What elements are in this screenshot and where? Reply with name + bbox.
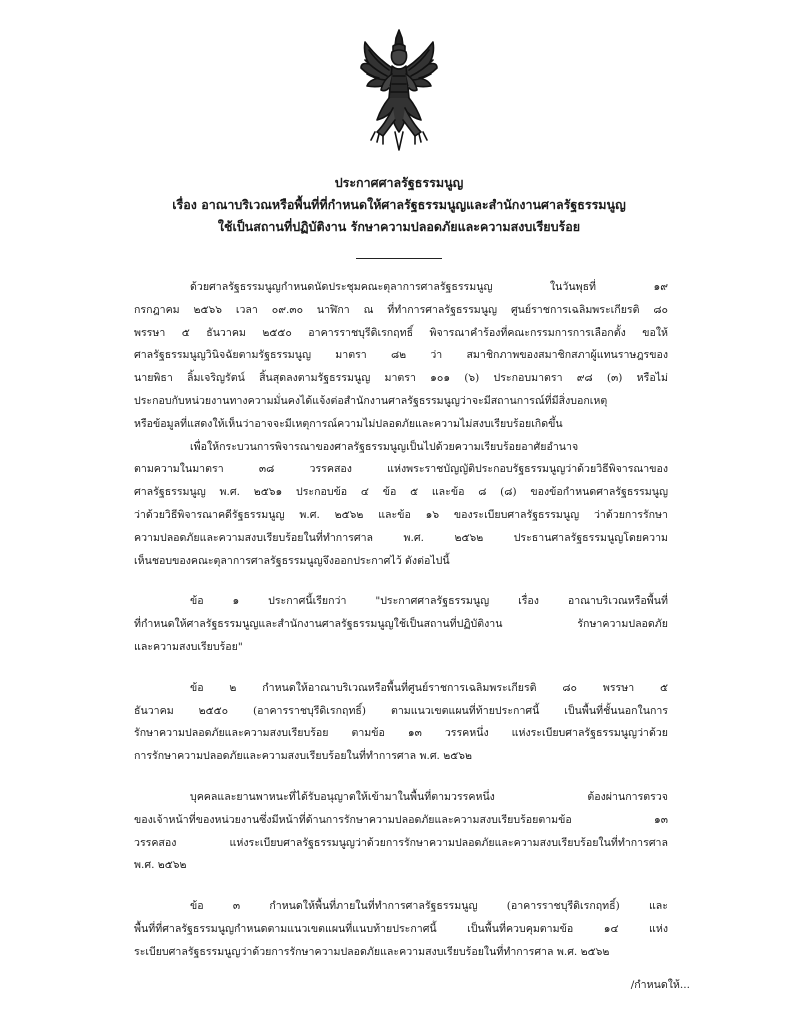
paragraph-line: ศาลรัฐธรรมนูญวินิจฉัยตามรัฐธรรมนูญ มาตรา ๘๒ ว่า สมาชิกภาพของสมาชิกสภาผู้แทนราษฎรของ: [134, 349, 668, 362]
paragraph-line: นายพิธา ลิ้มเจริญรัตน์ สิ้นสุดลงตามรัฐธรรมนูญ มาตรา ๑๐๑ (๖) ประกอบมาตรา ๙๘ (๓) หรือไม่: [134, 372, 668, 385]
garuda-emblem-icon: [359, 28, 439, 154]
paragraph-line: บุคคลและยานพาหนะที่ได้รับอนุญาตให้เข้ามาในพื้นที่ตามวรรคหนึ่ง ต้องผ่านการตรวจ: [190, 790, 668, 803]
paragraph-line: ข้อ ๑ ประกาศนี้เรียกว่า "ประกาศศาลรัฐธรรมนูญ เรื่อง อาณาบริเวณหรือพื้นที่: [190, 595, 668, 608]
document-title-block: [60, 172, 738, 238]
subject-line-1: เรื่อง อาณาบริเวณหรือพื้นที่ที่กำหนดให้ศาลรัฐธรรมนูญและสำนักงานศาลรัฐธรรมนูญ: [172, 197, 626, 212]
paragraph-line: ประกอบกับหน่วยงานทางความมั่นคงได้แจ้งต่อสำนักงานศาลรัฐธรรมนูญว่าจะมีสถานการณ์ที่มีสิ่งบอกเหตุ: [134, 394, 608, 407]
paragraph-3: [134, 590, 668, 658]
paragraph-line: กรกฎาคม ๒๕๖๖ เวลา ๐๙.๓๐ นาฬิกา ณ ที่ทำการศาลรัฐธรรมนูญ ศูนย์ราชการเฉลิมพระเกียรติ ๘๐: [134, 303, 668, 316]
page-continuation: /กำหนดให้...: [630, 979, 690, 991]
paragraph-4: [134, 677, 668, 768]
paragraph-1: [134, 276, 668, 436]
paragraph-line: หรือข้อมูลที่แสดงให้เห็นว่าอาจจะมีเหตุการณ์ความไม่ปลอดภัยและความไม่สงบเรียบร้อยเกิดขึ้น: [134, 417, 563, 430]
paragraph-line: ด้วยศาลรัฐธรรมนูญกำหนดนัดประชุมคณะตุลาการศาลรัฐธรรมนูญ ในวันพุธที่ ๑๙: [190, 281, 668, 293]
paragraph-line: ตามความในมาตรา ๓๘ วรรคสอง แห่งพระราชบัญญัติประกอบรัฐธรรมนูญว่าด้วยวิธีพิจารณาของ: [134, 463, 668, 476]
paragraph-line: ศาลรัฐธรรมนูญ พ.ศ. ๒๕๖๑ ประกอบข้อ ๔ ข้อ ๕ และข้อ ๘ (๘) ของข้อกำหนดศาลรัฐธรรมนูญ: [134, 486, 668, 499]
paragraph-line: ว่าด้วยวิธีพิจารณาคดีรัฐธรรมนูญ พ.ศ. ๒๕๖๒ และข้อ ๑๖ ของระเบียบศาลรัฐธรรมนูญ ว่าด้วยการรักษา: [134, 508, 668, 521]
paragraph-line: รักษาความปลอดภัยและความสงบเรียบร้อย ตามข้อ ๑๓ วรรคหนึ่ง แห่งระเบียบศาลรัฐธรรมนูญว่าด้วย: [134, 727, 668, 740]
paragraph-line: พื้นที่ที่ศาลรัฐธรรมนูญกำหนดตามแนวเขตแผนที่แนบท้ายประกาศนี้ เป็นพื้นที่ควบคุมตามข้อ ๑๔ แห่ง: [134, 922, 668, 935]
paragraph-line: ข้อ ๓ กำหนดให้พื้นที่ภายในที่ทำการศาลรัฐธรรมนูญ (อาคารราชบุรีดิเรกฤทธิ์) และ: [190, 900, 668, 913]
paragraph-line: พ.ศ. ๒๕๖๒: [134, 859, 187, 872]
paragraph-line: ธันวาคม ๒๕๕๐ (อาคารราชบุรีดิเรกฤทธิ์) ตามแนวเขตแผนที่ท้ายประกาศนี้ เป็นพื้นที่ชั้นนอกในการ: [134, 704, 668, 717]
title-divider: [356, 258, 442, 259]
paragraph-line: ข้อ ๒ กำหนดให้อาณาบริเวณหรือพื้นที่ศูนย์ราชการเฉลิมพระเกียรติ ๘๐ พรรษา ๕: [190, 681, 668, 694]
paragraph-6: [134, 895, 668, 963]
paragraph-2: [134, 436, 668, 573]
subject-line-2: ใช้เป็นสถานที่ปฏิบัติงาน รักษาความปลอดภัยและความสงบเรียบร้อย: [217, 219, 581, 234]
paragraph-line: และความสงบเรียบร้อย": [134, 640, 243, 653]
paragraph-line: พรรษา ๕ ธันวาคม ๒๕๕๐ อาคารราชบุรีดิเรกฤทธิ์ พิจารณาคำร้องที่คณะกรรมการการเลือกตั้ง ขอให้: [134, 326, 668, 339]
paragraph-line: ระเบียบศาลรัฐธรรมนูญว่าด้วยการรักษาความปลอดภัยและความสงบเรียบร้อยในที่ทำการศาล พ.ศ. ๒๕๖๒: [134, 945, 610, 958]
document-body: [134, 276, 668, 982]
paragraph-line: ที่กำหนดให้ศาลรัฐธรรมนูญและสำนักงานศาลรัฐธรรมนูญใช้เป็นสถานที่ปฏิบัติงาน รักษาความปลอดภัย: [134, 618, 668, 631]
paragraph-line: เห็นชอบของคณะตุลาการศาลรัฐธรรมนูญจึงออกประกาศไว้ ดังต่อไปนี้: [134, 554, 450, 567]
paragraph-line: วรรคสอง แห่งระเบียบศาลรัฐธรรมนูญว่าด้วยการรักษาความปลอดภัยและความสงบเรียบร้อยในที่ทำการศาล: [134, 836, 668, 849]
paragraph-line: ความปลอดภัยและความสงบเรียบร้อยในที่ทำการศาล พ.ศ. ๒๕๖๒ ประธานศาลรัฐธรรมนูญโดยความ: [134, 531, 668, 544]
paragraph-5: [134, 786, 668, 877]
paragraph-line: ของเจ้าหน้าที่ของหน่วยงานซึ่งมีหน้าที่ด้านการรักษาความปลอดภัยและความสงบเรียบร้อยตามข้อ ๑๓: [134, 813, 668, 826]
document-heading: ประกาศศาลรัฐธรรมนูญ: [334, 175, 464, 190]
paragraph-line: การรักษาความปลอดภัยและความสงบเรียบร้อยในที่ทำการศาล พ.ศ. ๒๕๖๒: [134, 750, 472, 763]
paragraph-line: เพื่อให้กระบวนการพิจารณาของศาลรัฐธรรมนูญเป็นไปด้วยความเรียบร้อยอาศัยอำนาจ: [190, 440, 579, 453]
